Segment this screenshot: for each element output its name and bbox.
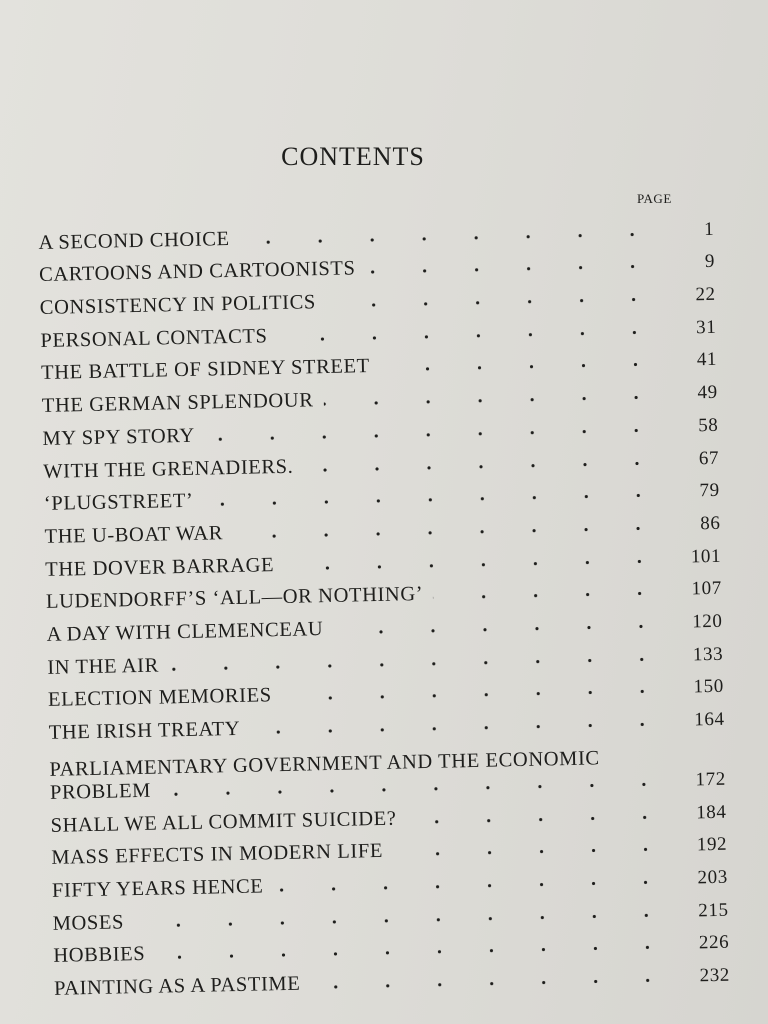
toc-entry-title: THE DOVER BARRAGE <box>45 553 275 581</box>
dot-leader <box>393 847 671 857</box>
toc-entry-title: IN THE AIR <box>47 654 160 679</box>
dot-leader <box>407 815 671 825</box>
toc-entry-title: ELECTION MEMORIES <box>47 684 272 712</box>
toc-entry-page: 164 <box>694 708 725 731</box>
dot-leader <box>324 395 662 406</box>
toc-entry-page: 49 <box>697 381 718 404</box>
toc-entry-title: CARTOONS AND CARTOONISTS <box>38 257 356 287</box>
toc-entry-page: 107 <box>691 578 723 600</box>
dot-leader <box>433 591 666 600</box>
contents-heading: CONTENTS <box>281 142 425 171</box>
toc-entry-page: 133 <box>692 643 724 666</box>
toc-entry-title: A SECOND CHOICE <box>38 227 230 254</box>
toc-entry-page: 120 <box>691 610 723 633</box>
dot-leader <box>366 264 660 274</box>
toc-entry-page: 9 <box>704 251 716 273</box>
toc-entry-page: 58 <box>697 414 719 437</box>
toc-entry-title: PERSONAL CONTACTS <box>40 324 268 352</box>
toc-entry-title: HOBBIES <box>53 943 146 968</box>
toc-entry-page: 101 <box>690 545 722 567</box>
toc-entry-title: LUDENDORFF’S ‘ALL—OR NOTHING’ <box>45 583 424 614</box>
toc-entry-page: 215 <box>698 899 729 922</box>
toc-entry-page: 79 <box>699 479 720 502</box>
toc-entry-page: 232 <box>699 964 731 987</box>
toc-entry-title: PAINTING AS A PASTIME <box>53 972 301 1000</box>
toc-entry-page: 172 <box>695 768 727 791</box>
toc-entry-page: 226 <box>698 932 730 954</box>
toc-entry-title-line2: PROBLEM <box>49 779 152 804</box>
toc-entry-title: WITH THE GRENADIERS. <box>42 455 294 483</box>
toc-entry-title: THE U-BOAT WAR <box>44 522 224 548</box>
dot-leader <box>326 297 660 308</box>
toc-entry-page: 41 <box>696 349 718 371</box>
toc-entry-title: THE BATTLE OF SIDNEY STREET <box>40 355 370 385</box>
toc-entry-title: ‘PLUGSTREET’ <box>43 489 194 516</box>
toc-entry-title: MASS EFFECTS IN MODERN LIFE <box>51 840 384 870</box>
toc-entry-page: 150 <box>693 676 725 698</box>
toc-entry-title: A DAY WITH CLEMENCEAU <box>46 618 324 646</box>
page-column-label: PAGE <box>637 191 672 206</box>
toc-entry-page: 1 <box>703 218 715 240</box>
toc-entry-page: 192 <box>696 834 728 856</box>
toc-entry-page: 203 <box>697 866 729 889</box>
toc-entry-title: SHALL WE ALL COMMIT SUICIDE? <box>50 807 397 837</box>
toc-entry-title: MOSES <box>52 911 125 935</box>
toc-entry-title: THE IRISH TREATY <box>48 717 241 744</box>
toc-entry-title: THE GERMAN SPLENDOUR <box>41 389 314 418</box>
dot-leader <box>284 559 665 571</box>
toc-entry-title: MY SPY STORY <box>42 424 196 450</box>
toc-entry-page: 67 <box>698 447 720 469</box>
dot-leader <box>310 978 674 990</box>
table-of-contents <box>38 208 730 1001</box>
toc-entry-title: CONSISTENCY IN POLITICS <box>39 291 317 320</box>
dot-leader <box>333 624 666 635</box>
toc-entry-title: FIFTY YEARS HENCE <box>51 875 264 902</box>
dot-leader <box>303 460 663 472</box>
toc-entry-page: 184 <box>695 801 727 824</box>
toc-entry-title-line1: PARLIAMENTARY GOVERNMENT AND THE ECONOMIC <box>49 747 600 781</box>
toc-entry-page: 22 <box>695 283 716 306</box>
dot-leader <box>380 362 661 372</box>
toc-entry-page: 86 <box>700 512 721 535</box>
toc-entry-page: 31 <box>695 316 717 338</box>
